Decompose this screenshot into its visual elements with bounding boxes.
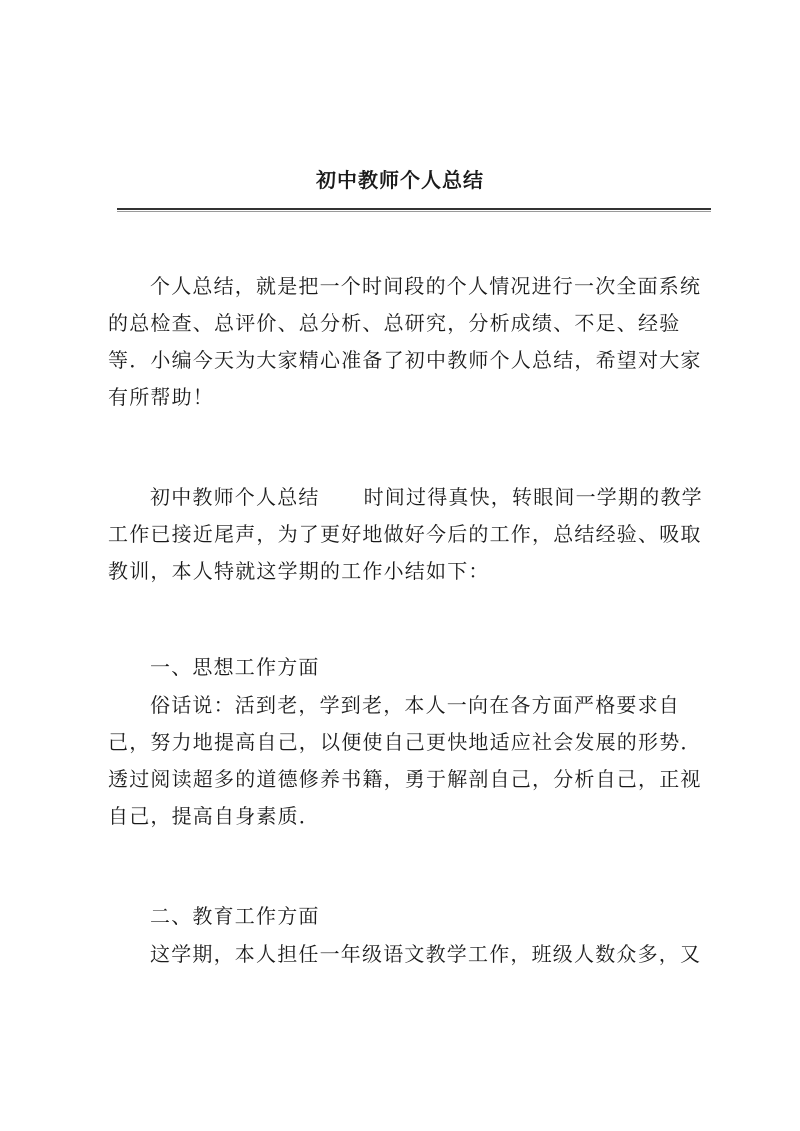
lead-text: 时间过得真快，转眼间一学期的教学工作已接近尾声，为了更好地做好今后的工作，总结经验、吸取教训，本人特就这学期的工作小结如下： bbox=[108, 485, 703, 583]
document-title: 初中教师个人总结 bbox=[316, 168, 484, 192]
lead-paragraph bbox=[108, 479, 712, 590]
intro-paragraph: 个人总结，就是把一个时间段的个人情况进行一次全面系统的总检查、总评价、总分析、总研究，分析成绩、不足、经验等．小编今天为大家精心准备了初中教师个人总结，希望对大家有所帮助！ bbox=[108, 274, 702, 409]
title-divider bbox=[117, 208, 711, 212]
lead-title: 初中教师个人总结 bbox=[150, 485, 320, 509]
section-heading: 二、教育工作方面 bbox=[150, 904, 320, 928]
section-body: 这学期，本人担任一年级语文教学工作，班级人数众多，又 bbox=[150, 942, 702, 966]
section-heading: 一、思想工作方面 bbox=[150, 655, 320, 679]
section-body: 俗话说：活到老，学到老，本人一向在各方面严格要求自己，努力地提高自己，以便使自己更快地适应社会发展的形势．透过阅读超多的道德修养书籍，勇于解剖自己，分析自己，正视自己，提高自身素质． bbox=[108, 693, 702, 828]
